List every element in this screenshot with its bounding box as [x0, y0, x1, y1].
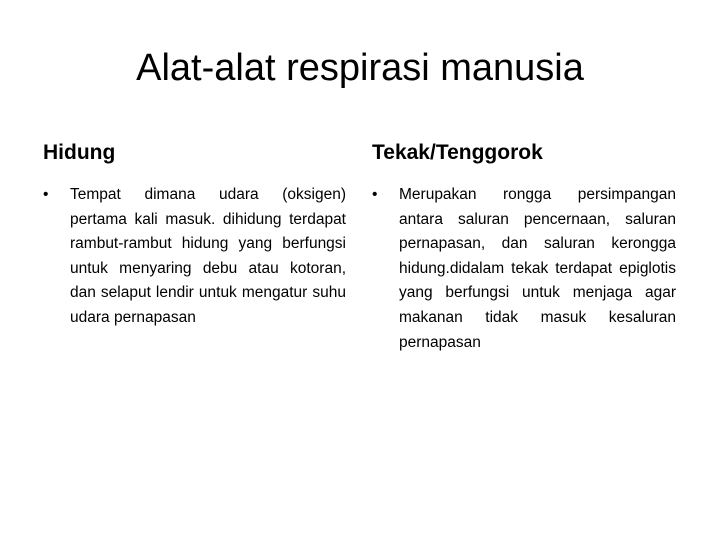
column-tekak-tenggorok: [372, 138, 676, 355]
bullet-item: [43, 183, 346, 331]
bullet-icon: •: [372, 186, 378, 203]
bullet-list: [372, 183, 676, 355]
column-heading: Tekak/Tenggorok: [372, 141, 543, 164]
bullet-list: [43, 183, 346, 331]
column-heading: Hidung: [43, 141, 116, 164]
slide-title: Alat-alat respirasi manusia: [136, 47, 584, 89]
bullet-item: [372, 183, 676, 355]
bullet-text: Merupakan rongga persimpangan antara saluran pencernaan, saluran pernapasan, dan saluran kerongga hidung.didalam tekak terdapat epiglotis yang berfungsi untuk menjaga agar makanan tidak masuk kesaluran pernapasan: [399, 186, 676, 351]
column-hidung: [43, 138, 346, 331]
bullet-text: Tempat dimana udara (oksigen) pertama kali masuk. dihidung terdapat rambut-rambut hidung yang berfungsi untuk menyaring debu atau kotoran, dan selaput lendir untuk mengatur suhu udara pernapasan: [70, 186, 346, 326]
bullet-icon: •: [43, 186, 49, 203]
